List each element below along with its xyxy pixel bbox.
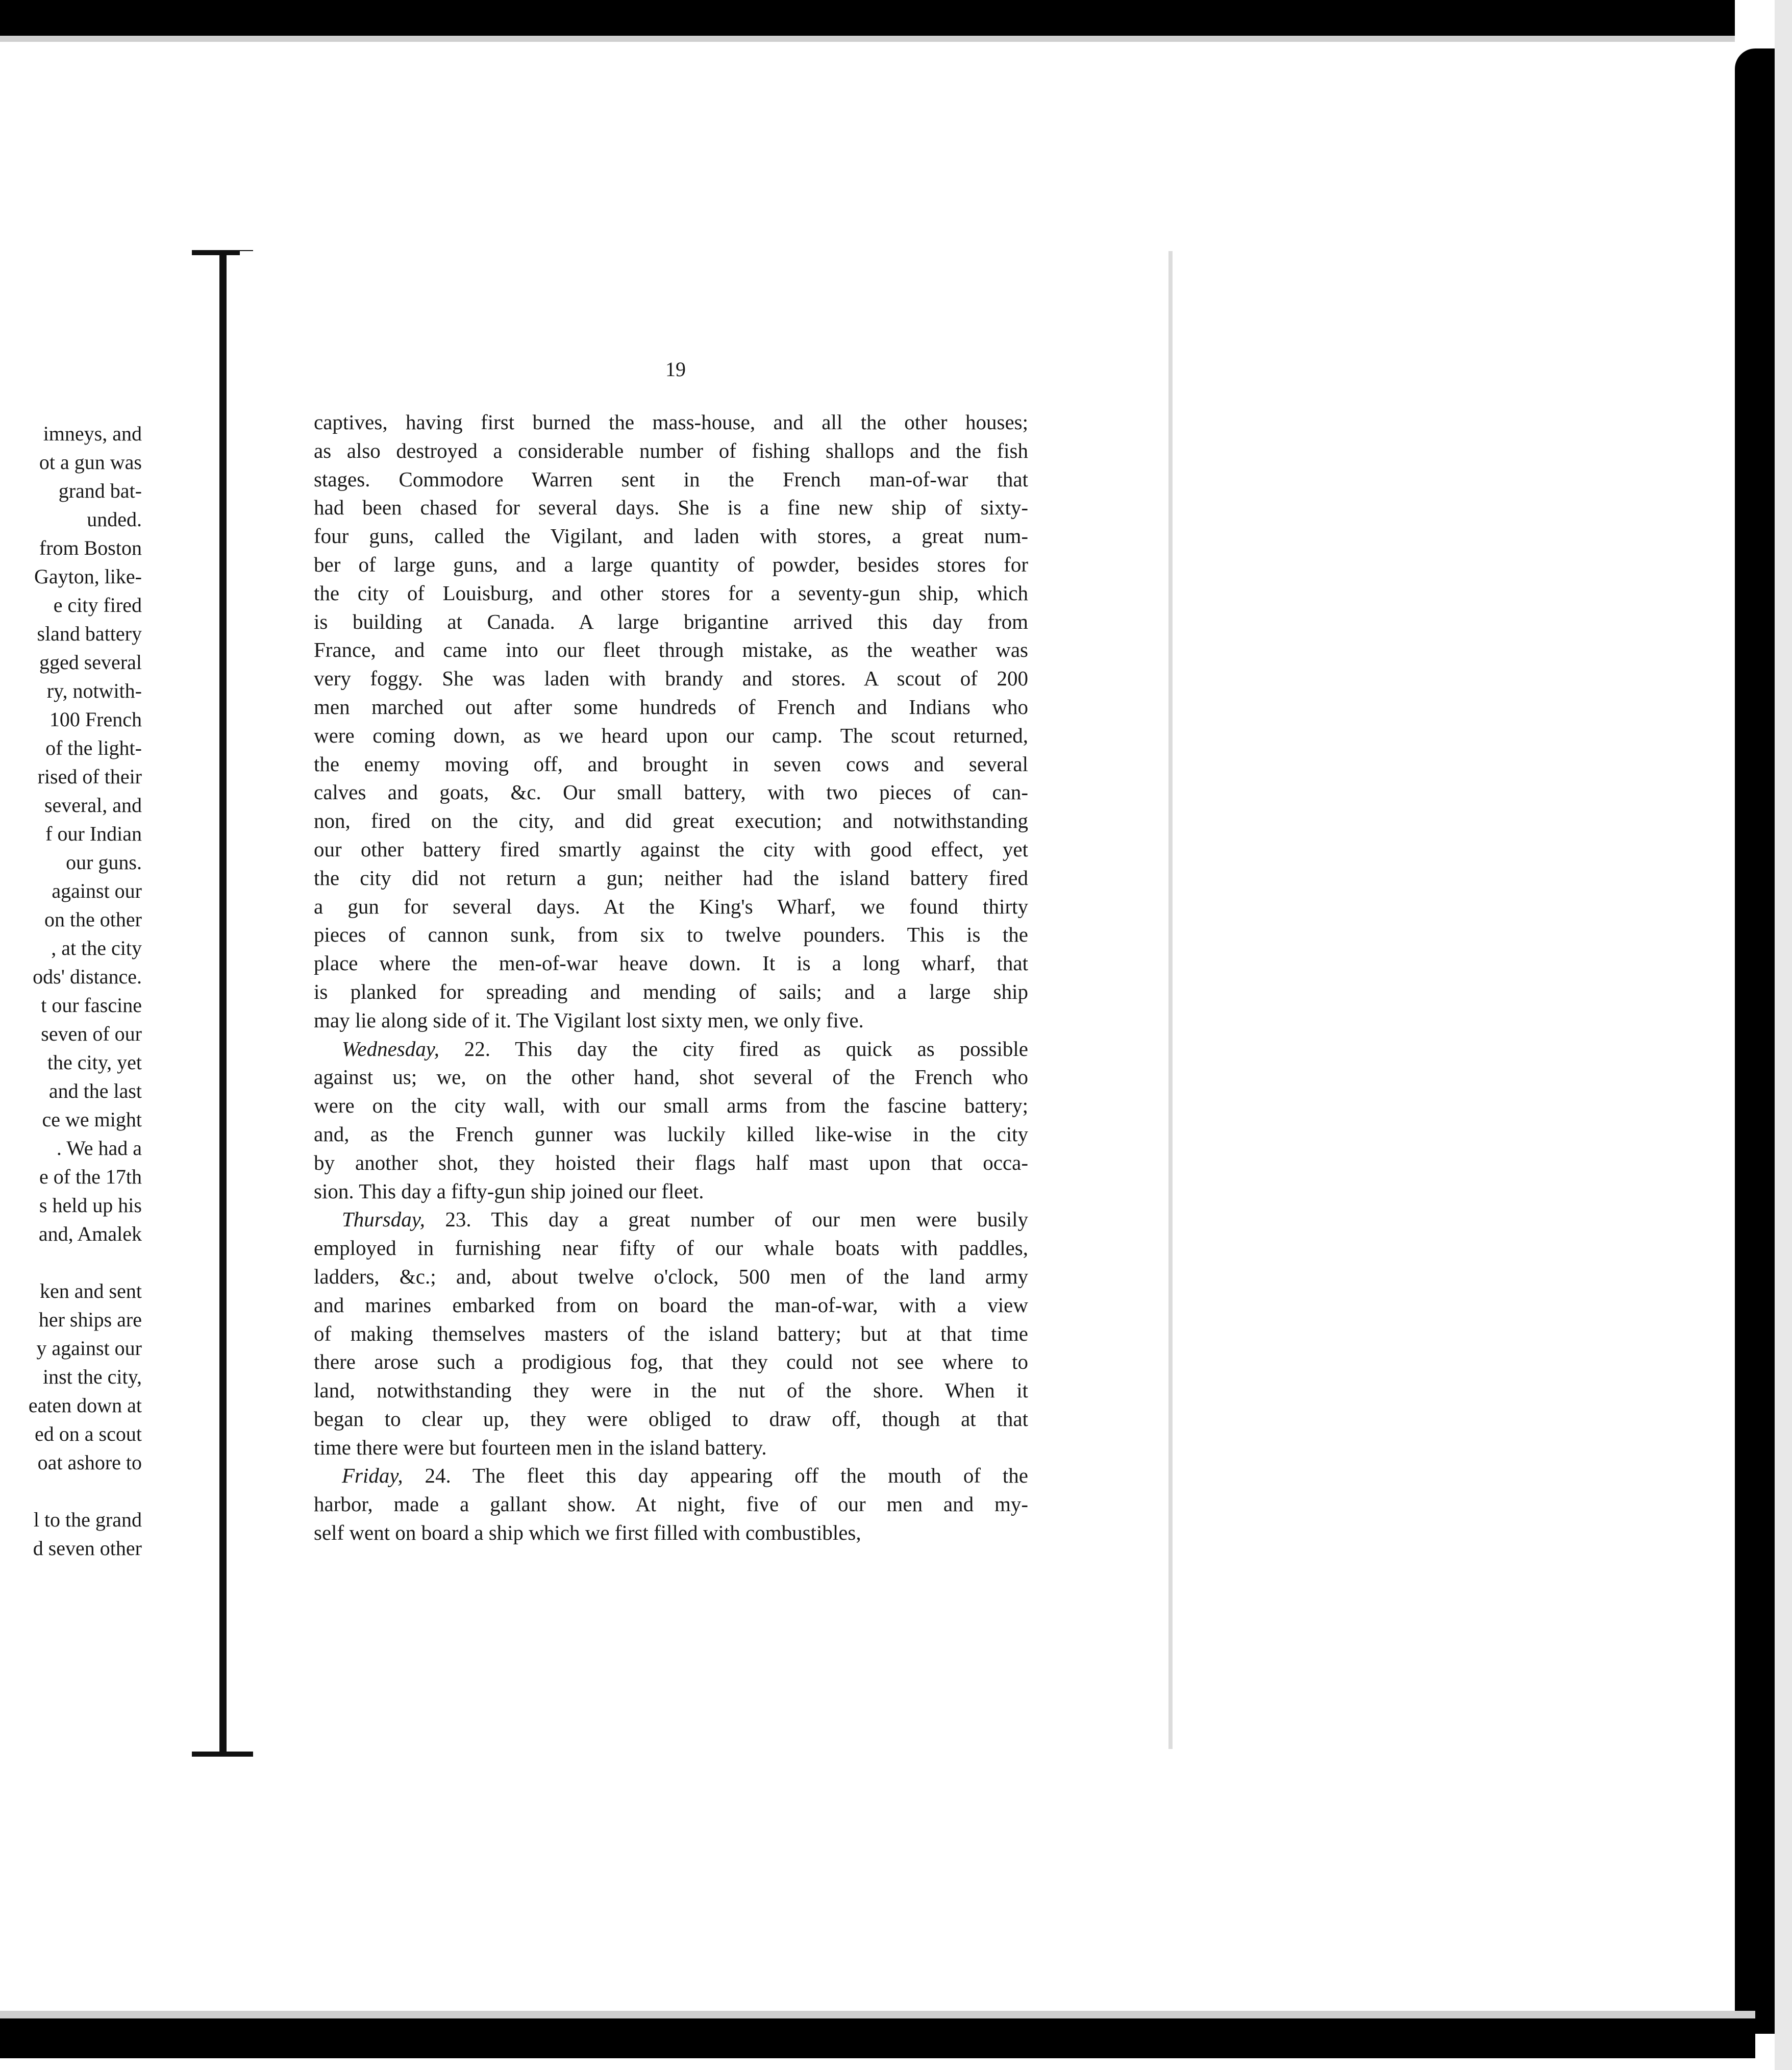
text-line: is building at Canada. A large brigantine arrived this day from (314, 609, 1028, 633)
text-line: and marines embarked from on board the man-of-war, with a view (314, 1293, 1028, 1317)
text-line (314, 1205, 1028, 1234)
text-line: calves and goats, &c. Our small battery, with two pieces of can- (314, 780, 1028, 804)
previous-page-line: seven of our (41, 1022, 142, 1045)
text-line: place where the men-of-war heave down. It is a long wharf, that (314, 951, 1028, 975)
previous-page-line: from Boston (39, 536, 142, 559)
text-line: had been chased for several days. She is a fine new ship of sixty- (314, 496, 1028, 520)
text-line: harbor, made a gallant show. At night, five of our men and my- (314, 1492, 1028, 1516)
text-line: a gun for several days. At the King's Wharf, we found thirty (314, 894, 1028, 918)
text-line: of making themselves masters of the island battery; but at that time (314, 1321, 1028, 1345)
text-line: non, fired on the city, and did great execution; and notwithstanding (314, 809, 1028, 833)
previous-page-line: y against our (36, 1337, 142, 1360)
book-spine-cap-bottom (192, 1752, 253, 1757)
previous-page-line: her ships are (38, 1308, 142, 1331)
previous-page-line: our guns. (66, 851, 142, 874)
text-line: may lie along side of it. The Vigilant lost sixty men, we only five. (314, 1008, 864, 1032)
previous-page-line: inst the city, (42, 1365, 142, 1388)
previous-page-line: , at the city (51, 937, 142, 959)
previous-page-line: ce we might (42, 1108, 142, 1131)
previous-page-line: imneys, and (43, 422, 142, 445)
previous-page-line: oat ashore to (37, 1451, 142, 1474)
previous-page-line: e city fired (53, 594, 142, 617)
previous-page-line: rised of their (37, 765, 142, 788)
text-line: against us; we, on the other hand, shot several of the French who (314, 1065, 1028, 1089)
text-line (314, 1462, 1028, 1490)
previous-page-line: t our fascine (41, 994, 142, 1017)
previous-page-line: 100 French (49, 708, 142, 731)
scan-border-bottom (0, 2018, 1755, 2058)
text-line: ladders, &c.; and, about twelve o'clock, 500 men of the land army (314, 1264, 1028, 1288)
text-line: sion. This day a fifty-gun ship joined our fleet. (314, 1179, 704, 1203)
text-line: as also destroyed a considerable number of fishing shallops and the fish (314, 438, 1028, 462)
previous-page-line: and, Amalek (38, 1222, 142, 1245)
previous-page-line: grand bat- (58, 479, 142, 502)
date-heading: Wednesday, (342, 1037, 439, 1061)
previous-page-line: against our (52, 879, 142, 902)
scan-border-top-shadow (0, 36, 1735, 42)
text-line: there arose such a prodigious fog, that they could not see where to (314, 1350, 1028, 1374)
previous-page-line: s held up his (39, 1194, 142, 1217)
text-line: were coming down, as we heard upon our camp. The scout returned, (314, 723, 1028, 747)
previous-page-line: ken and sent (40, 1279, 142, 1302)
scan-border-right-edge (1775, 0, 1792, 2070)
date-heading: Friday, (342, 1464, 403, 1488)
text-line: stages. Commodore Warren sent in the French man-of-war that (314, 467, 1028, 491)
previous-page-line: eaten down at (28, 1394, 142, 1417)
previous-page-line: ods' distance. (33, 965, 142, 988)
scan-border-right (1735, 48, 1775, 2034)
text-line: our other battery fired smartly against the city with good effect, yet (314, 837, 1028, 861)
previous-page-line: f our Indian (45, 822, 142, 845)
previous-page-line: sland battery (37, 622, 142, 645)
previous-page-line: Gayton, like- (34, 565, 142, 588)
previous-page-line: l to the grand (33, 1508, 142, 1531)
text-line: employed in furnishing near fifty of our whale boats with paddles, (314, 1236, 1028, 1260)
book-spine (219, 251, 227, 1757)
text-line: land, notwithstanding they were in the nut of the shore. When it (314, 1378, 1028, 1402)
text-line (314, 1035, 1028, 1064)
text-line: self went on board a ship which we first filled with combustibles, (314, 1521, 861, 1545)
text-line: France, and came into our fleet through mistake, as the weather was (314, 638, 1028, 662)
previous-page-line: several, and (44, 794, 142, 817)
previous-page-line: e of the 17th (39, 1165, 142, 1188)
text-line: by another shot, they hoisted their flags half mast upon that occa- (314, 1150, 1028, 1174)
text-line: men marched out after some hundreds of French and Indians who (314, 695, 1028, 719)
text-line-body: 23. This day a great number of our men were busily (425, 1208, 1028, 1231)
previous-page-line: and the last (48, 1079, 142, 1102)
previous-page-line: ed on a scout (35, 1422, 142, 1445)
text-line: pieces of cannon sunk, from six to twelve pounders. This is the (314, 923, 1028, 947)
previous-page-line: d seven other (33, 1537, 142, 1560)
text-line: were on the city wall, with our small arms from the fascine battery; (314, 1094, 1028, 1118)
scan-border-top (0, 0, 1735, 36)
text-line-body: 22. This day the city fired as quick as possible (439, 1037, 1028, 1061)
text-line: ber of large guns, and a large quantity of powder, besides stores for (314, 552, 1028, 576)
scan-border-bottom-shadow (0, 2011, 1755, 2018)
text-line: the city of Louisburg, and other stores for a seventy-gun ship, which (314, 581, 1028, 605)
text-line-body: 24. The fleet this day appearing off the mouth of the (403, 1464, 1028, 1488)
previous-page-line: ry, notwith- (46, 679, 142, 702)
text-line: captives, having first burned the mass-house, and all the other houses; (314, 410, 1028, 434)
text-line: the enemy moving off, and brought in seven cows and several (314, 752, 1028, 776)
text-line: and, as the French gunner was luckily killed like-wise in the city (314, 1122, 1028, 1146)
previous-page-line: ot a gun was (39, 451, 142, 474)
previous-page-line: . We had a (56, 1137, 142, 1160)
previous-page-line: the city, yet (47, 1051, 142, 1074)
date-heading: Thursday, (342, 1208, 425, 1231)
previous-page-fragment (0, 245, 214, 1776)
text-line: four guns, called the Vigilant, and laden with stores, a great num- (314, 524, 1028, 548)
previous-page-line: unded. (87, 508, 142, 531)
page-body-text (314, 408, 1028, 1547)
text-line: time there were but fourteen men in the island battery. (314, 1435, 767, 1459)
page-number: 19 (665, 358, 686, 381)
text-line: the city did not return a gun; neither had the island battery fired (314, 866, 1028, 890)
text-line: began to clear up, they were obliged to draw off, though at that (314, 1407, 1028, 1431)
previous-page-line: on the other (44, 908, 142, 931)
text-line: very foggy. She was laden with brandy and stores. A scout of 200 (314, 667, 1028, 691)
previous-page-line: gged several (39, 651, 142, 674)
text-line: is planked for spreading and mending of sails; and a large ship (314, 979, 1028, 1003)
previous-page-line: of the light- (45, 736, 142, 759)
